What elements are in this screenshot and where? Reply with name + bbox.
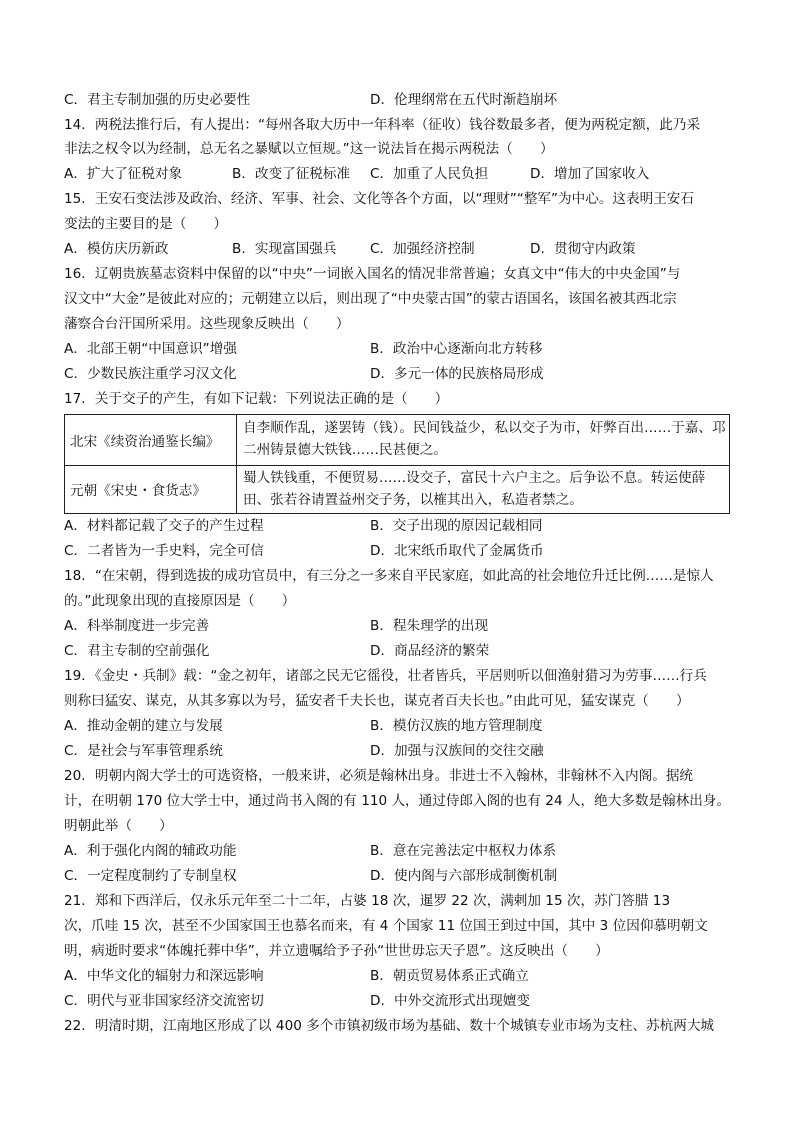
q19-options-cd: [64, 742, 732, 761]
q22-stem-line1: 22．明清时期，江南地区形成了以 400 多个市镇初级市场为基础、数十个城镇专业市场为支柱、苏杭两大城: [64, 1018, 715, 1034]
q18-options-ab: [64, 617, 732, 636]
table-text-cell: 蜀人铁钱重，不便贸易……设交子，富民十六户主之。后争讼不息。转运使薛田、张若谷请置益州交子务，以榷其出入，私造者禁之。: [243, 470, 706, 508]
q19-option-d: D．加强与汉族间的交往交融: [370, 743, 544, 759]
q16-option-a: A．北部王朝“中国意识”增强: [64, 341, 237, 357]
q18-option-a: A．科举制度进一步完善: [64, 618, 210, 634]
table-source-cell: 元朝《宋史・食货志》: [65, 465, 237, 513]
q20-options-ab: [64, 842, 732, 861]
q19-stem-line1: 19．《金史・兵制》载：“金之初年，诸部之民无它徭役，壮者皆兵，平居则听以佃渔射猎习为劳事……行兵: [64, 668, 707, 684]
q20-options-cd: [64, 867, 732, 886]
q18-option-b: B．程朱理学的出现: [370, 618, 489, 634]
q18-stem-line1: 18．“在宋朝，得到选拔的成功官员中，有三分之一多来自平民家庭，如此高的社会地位升迁比例……是惊人: [64, 568, 714, 584]
q20-stem-line2: 计，在明朝 170 位大学士中，通过尚书入阁的有 110 人，通过侍郎入阁的也有 24 人，绝大多数是翰林出身。: [64, 793, 731, 809]
q19-option-c: C．是社会与军事管理系统: [64, 743, 224, 759]
q16-options-ab: [64, 340, 732, 359]
q13-option-c: C．君主专制加强的历史必要性: [64, 92, 251, 108]
q17-option-d: D．北宋纸币取代了金属货币: [370, 543, 544, 559]
q13-options-cd: [64, 91, 732, 110]
q14-options: [64, 165, 732, 184]
q16-stem-line3: 藩察合台汗国所采用。这些现象反映出（ ）: [64, 316, 350, 332]
table-source-cell: 北宋《续资治通鉴长编》: [65, 415, 237, 465]
q16-option-b: B．政治中心逐渐向北方转移: [370, 341, 543, 357]
table-row: [65, 415, 729, 466]
q21-option-a: A．中华文化的辐射力和深远影响: [64, 968, 264, 984]
q21-options-ab: [64, 967, 732, 986]
q16-stem-line1: 16．辽朝贵族墓志资料中保留的以“中央”一词嵌入国名的情况非常普遍；女真文中“伟大的中央金国”与: [64, 266, 681, 282]
q20-option-d: D．使内阁与六部形成制衡机制: [370, 868, 558, 884]
q21-option-b: B．朝贡贸易体系正式确立: [370, 968, 529, 984]
q17-option-a: A．材料都记载了交子的产生过程: [64, 518, 264, 534]
q17-options-ab: [64, 517, 732, 536]
q20-option-a: A．利于强化内阁的辅政功能: [64, 843, 237, 859]
q18-option-c: C．君主专制的空前强化: [64, 643, 210, 659]
q15-options: [64, 240, 732, 259]
q14-stem-line1: 14．两税法推行后，有人提出：“每州各取大历中一年科率（征收）钱谷数最多者，便为两税定额，此乃采: [64, 117, 701, 133]
q15-option-d: D．贯彻守内政策: [530, 241, 636, 257]
q15-option-c: C．加强经济控制: [370, 241, 475, 257]
q16-option-c: C．少数民族注重学习汉文化: [64, 366, 237, 382]
q21-stem-line1: 21．郑和下西洋后，仅永乐元年至二十二年，占婆 18 次，暹罗 22 次，满剌加 15 次，苏门答腊 13: [64, 893, 671, 909]
q19-stem-line2: 则称曰猛安、谋克，从其多寡以为号，猛安者千夫长也，谋克者百夫长也。”由此可见，猛安谋克（ ）: [64, 693, 690, 709]
q15-option-b: B．实现富国强兵: [232, 241, 337, 257]
q19-option-a: A．推动金朝的建立与发展: [64, 718, 223, 734]
q16-option-d: D．多元一体的民族格局形成: [370, 366, 544, 382]
q14-option-b: B．改变了征税标准: [232, 166, 351, 182]
q21-option-d: D．中外交流形式出现嬗变: [370, 993, 530, 1009]
q15-stem-line2: 变法的主要目的是（ ）: [64, 216, 228, 232]
q17-source-table: [64, 414, 730, 514]
q14-option-a: A．扩大了征税对象: [64, 166, 183, 182]
q19-options-ab: [64, 717, 732, 736]
q14-stem-line2: 非法之权令以为经制，总无名之暴赋以立恒规。”这一说法旨在揭示两税法（ ）: [64, 141, 554, 157]
q15-option-a: A．模仿庆历新政: [64, 241, 169, 257]
q16-options-cd: [64, 365, 732, 384]
q20-stem-line3: 明朝此举（ ）: [64, 818, 173, 834]
q18-stem-line2: 的。”此现象出现的直接原因是（ ）: [64, 593, 296, 609]
q14-option-d: D．增加了国家收入: [530, 166, 650, 182]
q16-stem-line2: 汉文中“大金”是彼此对应的；元朝建立以后，则出现了“中央蒙古国”的蒙古语国名，该国名被其西北宗: [64, 291, 677, 307]
q15-stem-line1: 15．王安石变法涉及政治、经济、军事、社会、文化等各个方面，以“理财”“整军”为中心。这表明王安石: [64, 191, 694, 207]
q14-option-c: C．加重了人民负担: [370, 166, 489, 182]
q21-stem-line2: 次，爪哇 15 次，甚至不少国家国王也慕名而来，有 4 个国家 11 位国王到过中国，其中 3 位因仰慕明朝文: [64, 918, 708, 934]
table-text-cell: 自李顺作乱，遂罢铸（钱）。民间钱益少，私以交子为市，奸弊百出……于嘉、邛二州铸景德大铁钱……民甚便之。: [243, 420, 726, 458]
q18-options-cd: [64, 642, 732, 661]
q21-stem-line3: 明，病逝时要求“体魄托葬中华”，并立遗嘱给予子孙“世世毋忘天子恩”。这反映出（ ）: [64, 943, 609, 959]
q17-option-c: C．二者皆为一手史料，完全可信: [64, 543, 264, 559]
q19-option-b: B．模仿汉族的地方管理制度: [370, 718, 543, 734]
q20-option-b: B．意在完善法定中枢权力体系: [370, 843, 557, 859]
q21-options-cd: [64, 992, 732, 1011]
q20-option-c: C．一定程度制约了专制皇权: [64, 868, 237, 884]
q21-option-c: C．明代与亚非国家经济交流密切: [64, 993, 264, 1009]
q17-option-b: B．交子出现的原因记载相同: [370, 518, 543, 534]
q18-option-d: D．商品经济的繁荣: [370, 643, 490, 659]
q17-options-cd: [64, 542, 732, 561]
table-row: [65, 465, 729, 513]
q13-option-d: D．伦理纲常在五代时渐趋崩坏: [370, 92, 558, 108]
q20-stem-line1: 20．明朝内阁大学士的可选资格，一般来讲，必须是翰林出身。非进士不入翰林，非翰林不入内阁。据统: [64, 768, 694, 784]
q17-stem-line1: 17．关于交子的产生，有如下记载：下列说法正确的是（ ）: [64, 391, 449, 407]
